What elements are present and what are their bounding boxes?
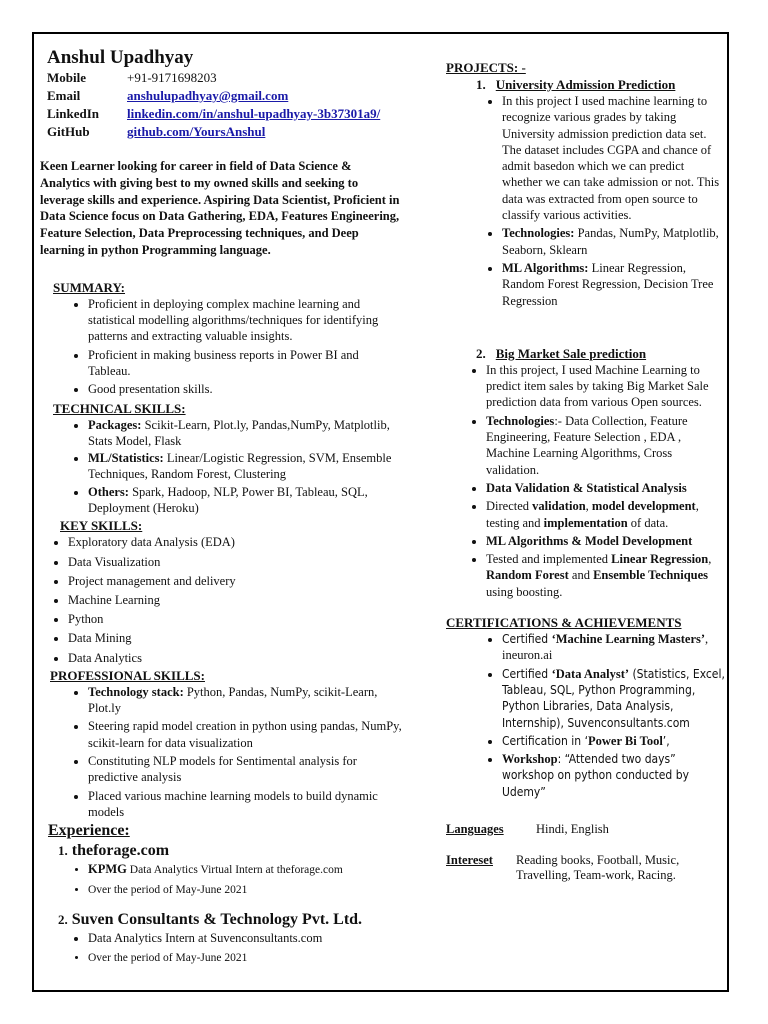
item-text: :- Data Collection, Feature Engineering, Feature Selection , EDA , Machine Learning Algorithms, Cross validation. bbox=[486, 413, 688, 477]
list-item: • Constituting NLP models for Sentimental analysis for predictive analysis bbox=[88, 753, 402, 786]
item-label: ML Algorithms & Model Development bbox=[486, 533, 693, 548]
key-skills-list bbox=[40, 534, 402, 666]
contact-linkedin bbox=[47, 105, 380, 123]
project-title bbox=[476, 76, 726, 93]
item-text: Scikit-Learn, Plot.ly, Pandas,NumPy, Matplotlib, Stats Model, Flask bbox=[88, 417, 390, 448]
project-number: 1. bbox=[476, 77, 486, 92]
certifications-heading: CERTIFICATIONS & ACHIEVEMENTS bbox=[446, 615, 682, 631]
company-name: Suven Consultants & Technology Pvt. Ltd. bbox=[71, 911, 363, 929]
item-label: Technologies bbox=[486, 413, 555, 428]
text-run: ‘Data Analyst’ bbox=[551, 666, 630, 681]
item-label: ML Algorithms: bbox=[502, 260, 589, 275]
text-run: ’, bbox=[662, 733, 670, 748]
list-item bbox=[502, 225, 726, 258]
list-item: • Project management and delivery bbox=[68, 573, 402, 590]
summary-heading: SUMMARY: bbox=[53, 279, 126, 295]
list-item: • Data Analytics Intern at Suvenconsultants.com bbox=[88, 929, 402, 947]
text-run: Power Bi Tool bbox=[588, 733, 663, 748]
list-item: • Data Mining bbox=[68, 630, 402, 647]
item-label: KPMG bbox=[88, 862, 127, 877]
list-item: • Proficient in making business reports in Power BI and Tableau. bbox=[88, 347, 402, 380]
text-run: Directed bbox=[486, 499, 533, 514]
project-details bbox=[446, 93, 726, 309]
project-details bbox=[446, 362, 726, 600]
list-item bbox=[88, 860, 402, 879]
contact-github bbox=[47, 123, 380, 141]
item-text: Pandas, NumPy, Matplotlib, Seaborn, Sklearn bbox=[502, 226, 719, 257]
text-run: Certified bbox=[502, 666, 552, 681]
list-item bbox=[88, 417, 402, 450]
technical-list bbox=[40, 417, 402, 517]
text-run: Random Forest bbox=[486, 568, 569, 583]
list-item: • Placed various machine learning models to build dynamic models bbox=[88, 788, 402, 821]
contact-table bbox=[47, 69, 380, 141]
languages-row bbox=[446, 822, 726, 837]
list-item bbox=[486, 413, 726, 478]
project-number: 2. bbox=[476, 345, 486, 361]
project-name: Big Market Sale prediction bbox=[495, 345, 647, 361]
list-item: • Steering rapid model creation in python using pandas, NumPy, scikit-learn for data visualization bbox=[88, 718, 402, 751]
text-run: validation bbox=[532, 499, 586, 514]
item-text: Spark, Hadoop, NLP, Power BI, Tableau, SQL, Deployment (Heroku) bbox=[88, 484, 368, 516]
text-run: of data. bbox=[627, 515, 669, 530]
project-title bbox=[476, 345, 726, 362]
list-item bbox=[502, 666, 726, 731]
interests-label: Intereset bbox=[446, 852, 493, 867]
mobile-value: +91-9171698203 bbox=[127, 70, 217, 85]
experience-list bbox=[40, 860, 402, 899]
list-item: • Data Analytics bbox=[68, 650, 402, 667]
contact-label: Mobile bbox=[47, 70, 86, 85]
item-label: Technology stack: bbox=[88, 684, 184, 699]
item-text: Python, Pandas, NumPy, scikit-Learn, Plot.ly bbox=[88, 684, 378, 716]
list-item bbox=[486, 480, 726, 496]
list-item: • In this project, I used Machine Learning to predict item sales by taking Big Market Sale prediction data from various Open sources. bbox=[486, 362, 726, 411]
left-column bbox=[40, 34, 402, 969]
text-run: Linear Regression bbox=[611, 552, 709, 567]
item-text: Linear/Logistic Regression, SVM, Ensemble Techniques, Random Forest, Clustering bbox=[88, 451, 392, 482]
objective-text: Keen Learner looking for career in field of Data Science & Analytics with giving best to my owned skills and seeking to leverage skills and experience. Aspiring Data Scientist, Proficient in Data Science focus on Data Gathering, EDA, Features Engineering, Feature Selection, Data Preprocessing techniques, and Deep learning in python Programming language. bbox=[40, 159, 400, 257]
list-item: • Python bbox=[68, 611, 402, 628]
item-text: Linear Regression, Random Forest Regression, Decision Tree Regression bbox=[502, 260, 714, 308]
email-link[interactable]: anshulupadhyay@gmail.com bbox=[127, 88, 289, 103]
contact-label: GitHub bbox=[47, 124, 90, 139]
list-item bbox=[502, 631, 726, 664]
company-title bbox=[58, 911, 402, 929]
item-label: Others: bbox=[88, 484, 129, 499]
text-run: model development bbox=[591, 499, 696, 514]
list-item bbox=[502, 260, 726, 309]
company-title bbox=[58, 842, 402, 860]
professional-list bbox=[40, 684, 402, 820]
project-name: University Admission Prediction bbox=[495, 77, 676, 92]
list-item bbox=[502, 751, 726, 800]
text-run: using boosting. bbox=[486, 584, 563, 599]
certifications-list bbox=[446, 631, 726, 800]
key-skills-heading: KEY SKILLS: bbox=[60, 518, 143, 534]
candidate-name: Anshul Upadhyay bbox=[47, 47, 194, 68]
contact-mobile bbox=[47, 69, 380, 87]
text-run: , ineuron.ai bbox=[502, 632, 709, 663]
text-run: ‘Machine Learning Masters’ bbox=[551, 632, 706, 647]
resume-frame bbox=[32, 32, 729, 992]
technical-heading: TECHNICAL SKILLS: bbox=[53, 400, 186, 416]
list-item bbox=[88, 484, 402, 517]
text-run: , bbox=[708, 552, 712, 567]
list-item bbox=[502, 733, 726, 749]
list-item bbox=[88, 450, 402, 483]
interests-value: Reading books, Football, Music, Travelling, Team-work, Racing. bbox=[516, 852, 680, 882]
professional-heading: PROFESSIONAL SKILLS: bbox=[50, 667, 205, 683]
text-run: , testing and bbox=[486, 499, 699, 530]
languages-value: Hindi, English bbox=[536, 821, 609, 836]
right-column bbox=[446, 34, 726, 883]
text-run: : “Attended two days” workshop on python conducted by Udemy” bbox=[502, 752, 689, 799]
item-label: Data Validation & Statistical Analysis bbox=[486, 480, 687, 495]
item-text: Data Analytics Virtual Intern at theforage.com bbox=[126, 864, 343, 877]
text-run: Certification in ‘ bbox=[502, 733, 589, 748]
item-label: Technologies: bbox=[502, 226, 575, 241]
text-run: implementation bbox=[543, 515, 628, 530]
list-item: • Proficient in deploying complex machine learning and statistical modelling algorithms/techniques for identifying patterns and extracting valuable insights. bbox=[88, 296, 402, 345]
contact-label: LinkedIn bbox=[47, 106, 100, 121]
summary-list bbox=[40, 296, 402, 398]
item-label: ML/Statistics: bbox=[88, 451, 164, 466]
contact-email bbox=[47, 87, 380, 105]
interests-row bbox=[446, 853, 726, 883]
list-item: • Data Visualization bbox=[68, 554, 402, 571]
list-item bbox=[88, 684, 402, 717]
contact-label: Email bbox=[47, 88, 81, 103]
languages-label: Languages bbox=[446, 821, 504, 836]
text-run: , bbox=[585, 499, 592, 514]
text-run: Ensemble Techniques bbox=[593, 568, 709, 583]
company-number: 1. bbox=[58, 843, 68, 859]
experience-heading: Experience: bbox=[48, 822, 130, 840]
list-item bbox=[486, 551, 726, 600]
item-label: Packages: bbox=[88, 417, 142, 432]
text-run: Certified bbox=[502, 632, 552, 647]
list-item bbox=[486, 498, 726, 531]
experience-list bbox=[40, 929, 402, 967]
company-number: 2. bbox=[58, 912, 68, 928]
list-item: • Over the period of May-June 2021 bbox=[88, 881, 402, 899]
list-item: • Good presentation skills. bbox=[88, 381, 402, 397]
text-run: (Statistics, Excel, Tableau, SQL, Python Programming, Python Libraries, Data Analysis, Internship), Suvenconsultants.com bbox=[502, 666, 725, 730]
list-item: • Machine Learning bbox=[68, 592, 402, 609]
company-name: theforage.com bbox=[71, 842, 170, 860]
github-link[interactable]: github.com/YoursAnshul bbox=[127, 124, 266, 139]
text-run: Workshop bbox=[502, 752, 558, 767]
linkedin-link[interactable]: linkedin.com/in/anshul-upadhyay-3b37301a9/ bbox=[127, 106, 381, 121]
list-item: • In this project I used machine learning to recognize various grades by taking University admission prediction data set. The dataset includes CGPA and chance of admit basedon which we can predict whether we can take admission or not. This data was extracted from open source to classify various activities. bbox=[502, 93, 726, 223]
text-run: and bbox=[568, 568, 594, 583]
projects-heading: PROJECTS: - bbox=[446, 60, 526, 75]
list-item: • Exploratory data Analysis (EDA) bbox=[68, 534, 402, 551]
list-item: • Over the period of May-June 2021 bbox=[88, 949, 402, 967]
list-item bbox=[486, 533, 726, 549]
text-run: Tested and implemented bbox=[486, 552, 612, 567]
